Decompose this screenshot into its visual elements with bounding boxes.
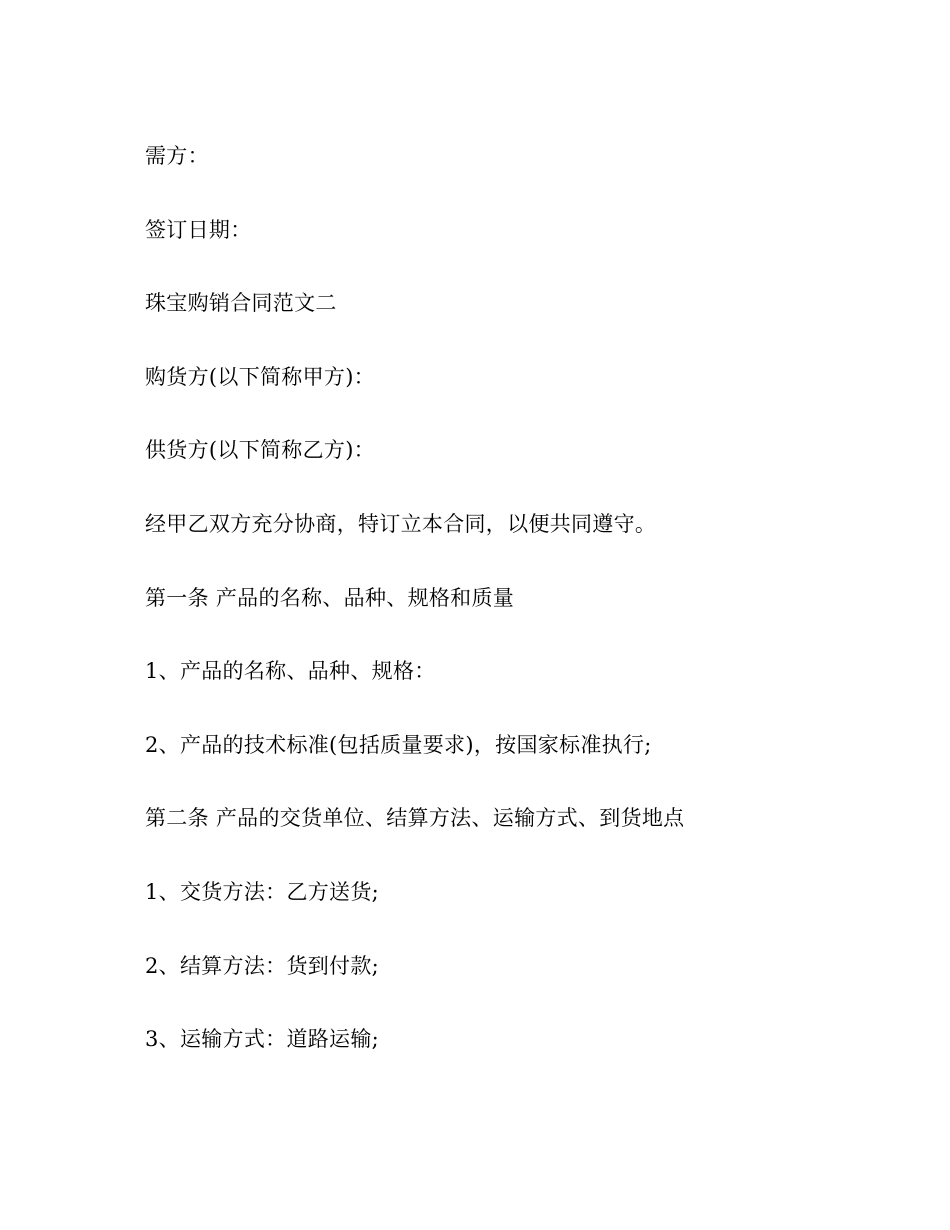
article-2-item-2: 2、结算方法：货到付款; bbox=[145, 953, 380, 978]
contract-title: 珠宝购销合同范文二 bbox=[145, 291, 337, 316]
article-2-item-3: 3、运输方式：道路运输; bbox=[145, 1027, 380, 1052]
article-2-item-1: 1、交货方法：乙方送货; bbox=[145, 879, 380, 904]
article-1-heading: 第一条 产品的名称、品种、规格和质量 bbox=[145, 585, 515, 610]
party-b-label: 供货方(以下简称乙方)： bbox=[145, 438, 375, 463]
article-1-item-2: 2、产品的技术标准(包括质量要求)，按国家标准执行; bbox=[145, 732, 652, 757]
document-body bbox=[145, 141, 865, 1098]
preamble-text: 经甲乙双方充分协商，特订立本合同，以便共同遵守。 bbox=[145, 511, 657, 536]
signing-date-label: 签订日期： bbox=[145, 217, 252, 242]
party-a-label: 购货方(以下简称甲方)： bbox=[145, 364, 375, 389]
article-1-item-1: 1、产品的名称、品种、规格： bbox=[145, 659, 436, 684]
article-2-heading: 第二条 产品的交货单位、结算方法、运输方式、到货地点 bbox=[145, 806, 685, 831]
buyer-label: 需方： bbox=[145, 144, 209, 168]
